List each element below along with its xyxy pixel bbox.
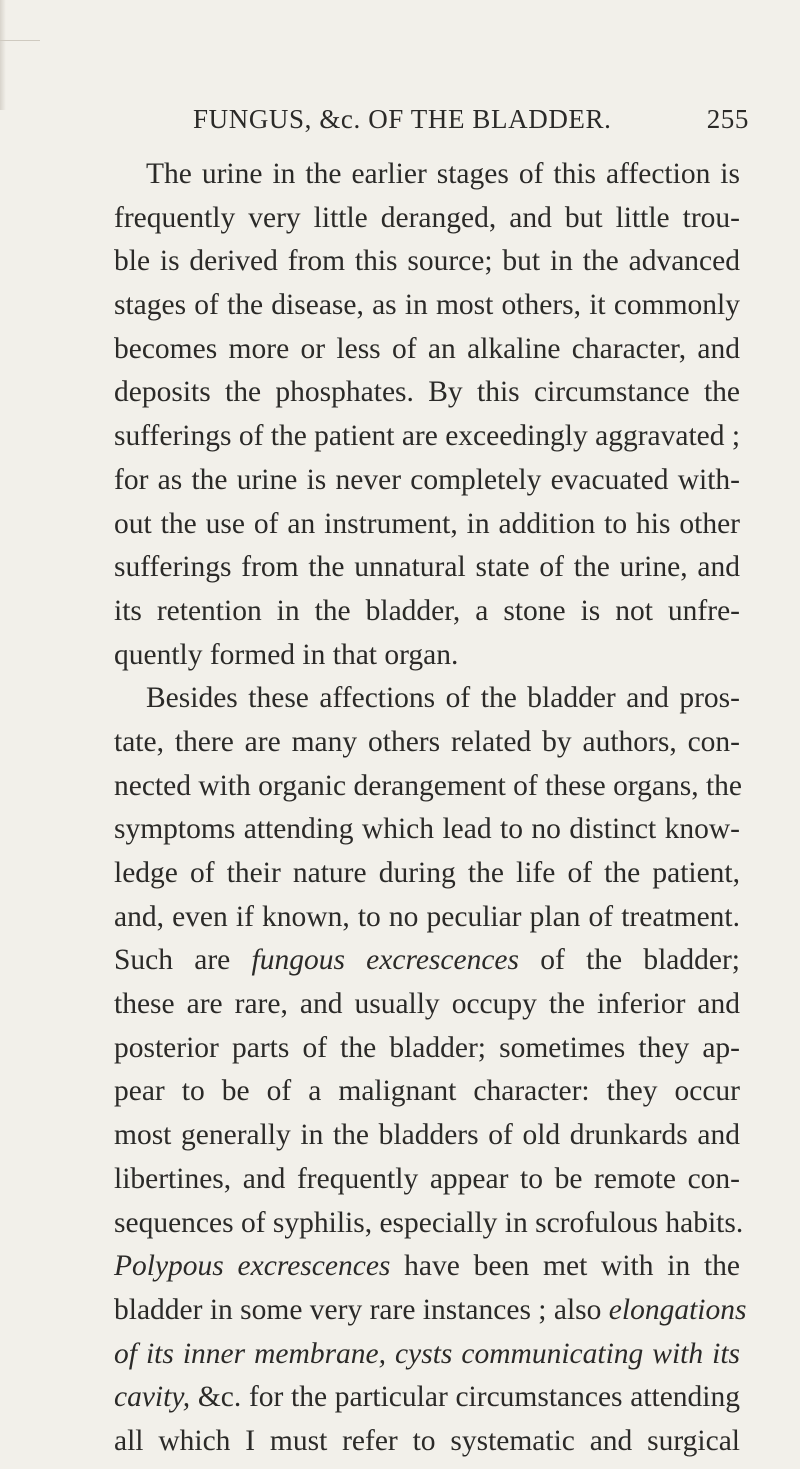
text-line: nected with organic derangement of these organs, the <box>114 769 743 802</box>
text-line: deposits the phosphates. By this circumstance the <box>114 376 740 409</box>
text-line: pear to be of a malignant character: they occur <box>114 1075 740 1108</box>
italic-term: cavity, <box>114 1381 191 1414</box>
text-line-italic <box>114 1376 740 1420</box>
text-line: Besides these affections of the bladder and pros- <box>146 682 740 715</box>
page-number: 255 <box>706 104 749 134</box>
text-segment: of the bladder; <box>519 944 740 977</box>
italic-term: Polypous excrescences <box>114 1250 391 1283</box>
text-line: posterior parts of the bladder; sometimes they ap- <box>114 1031 740 1064</box>
running-head <box>193 104 749 144</box>
text-segment: &c. for the particular circumstances attending <box>190 1381 740 1414</box>
body-text <box>114 153 747 1464</box>
page-edge-shadow <box>0 0 6 110</box>
page-edge-line <box>0 40 40 41</box>
text-line: out the use of an instrument, in addition to his other <box>114 507 740 540</box>
text-line: libertines, and frequently appear to be remote con- <box>114 1162 740 1195</box>
text-line: ledge of their nature during the life of the patient, <box>114 857 740 889</box>
text-line: quently formed in that organ. <box>114 638 459 671</box>
text-line: most generally in the bladders of old drunkards and <box>114 1119 740 1152</box>
running-title: FUNGUS, &c. OF THE BLADDER. <box>193 104 612 134</box>
text-segment: have been met with in the <box>390 1250 741 1283</box>
text-line-italic <box>114 1333 740 1377</box>
text-line-italic <box>114 939 740 983</box>
italic-term: fungous excrescences <box>251 944 520 977</box>
text-line: stages of the disease, as in most others, it commonly <box>114 289 740 322</box>
text-line-italic <box>114 1289 747 1333</box>
text-line: these are rare, and usually occupy the inferior and <box>114 988 740 1021</box>
italic-term: elongations <box>608 1293 747 1326</box>
text-segment: Such are <box>114 944 252 977</box>
italic-term: of its inner membrane, cysts communicating with its <box>114 1337 740 1370</box>
text-line: for as the urine is never completely evacuated with- <box>114 463 740 496</box>
text-line: its retention in the bladder, a stone is not unfre- <box>114 594 740 627</box>
text-line-italic <box>114 1245 740 1289</box>
text-line: The urine in the earlier stages of this affection is <box>146 158 740 190</box>
text-line: all which I must refer to systematic and surgical <box>114 1424 740 1457</box>
text-line: sequences of syphilis, especially in scrofulous habits. <box>114 1206 744 1239</box>
text-line: tate, there are many others related by authors, con- <box>114 725 740 758</box>
text-line: and, even if known, to no peculiar plan of treatment. <box>114 900 740 933</box>
text-line: sufferings from the unnatural state of the urine, and <box>114 551 740 584</box>
text-line: becomes more or less of an alkaline character, and <box>114 332 740 365</box>
text-segment: bladder in some very rare instances ; also <box>114 1293 609 1326</box>
text-line: sufferings of the patient are exceedingly aggravated ; <box>114 420 741 453</box>
text-line: symptoms attending which lead to no distinct know- <box>114 813 740 846</box>
text-line: frequently very little deranged, and but little trou- <box>114 201 740 234</box>
text-line: ble is derived from this source; but in the advanced <box>114 245 740 278</box>
